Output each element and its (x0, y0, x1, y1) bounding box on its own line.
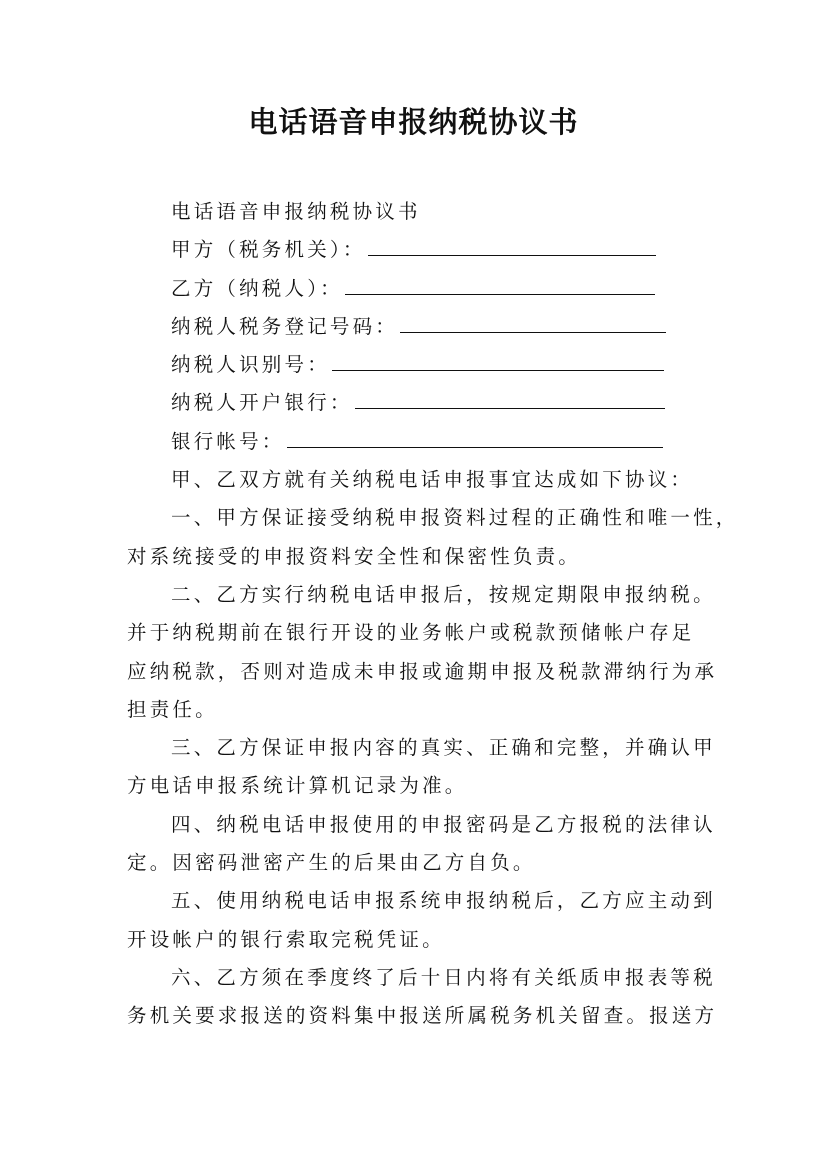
document-subtitle: 电话语音申报纳税协议书 (171, 200, 421, 223)
paragraph-line: 开设帐户的银行索取完税凭证。 (127, 927, 445, 951)
field-party-a (127, 231, 711, 269)
agreement-intro: 甲、乙双方就有关纳税电话申报事宜达成如下协议： (171, 468, 694, 492)
paragraph-line: 五、使用纳税电话申报系统申报纳税后，乙方应主动到 (171, 889, 716, 913)
paragraph-line: 并于纳税期前在银行开设的业务帐户或税款预储帐户存足 (127, 621, 695, 645)
paragraph-6 (127, 959, 718, 1036)
paragraph-line: 务机关要求报送的资料集中报送所属税务机关留查。报送方 (127, 1004, 718, 1028)
blank-line-account (287, 425, 663, 448)
paragraph-4 (127, 806, 716, 883)
paragraph-line: 担责任。 (127, 697, 218, 721)
paragraph-5 (127, 882, 716, 959)
blank-line-party-b (345, 272, 655, 295)
blank-line-bank (355, 386, 665, 409)
field-label-party-a: 甲方（税务机关）： (171, 238, 366, 262)
field-label-registration-no: 纳税人税务登记号码： (171, 314, 399, 338)
field-taxpayer-id (127, 346, 711, 384)
paragraph-line: 六、乙方须在季度终了后十日内将有关纸质申报表等税 (171, 965, 716, 989)
paragraph-line: 应纳税款，否则对造成未申报或逾期申报及税款滞纳行为承 (127, 659, 718, 683)
field-label-taxpayer-id: 纳税人识别号： (171, 353, 330, 377)
field-registration-no (127, 308, 711, 346)
field-label-account: 银行帐号： (171, 429, 285, 453)
blank-line-party-a (368, 233, 656, 256)
paragraph-1 (127, 499, 739, 576)
paragraph-line: 三、乙方保证申报内容的真实、正确和完整，并确认甲 (171, 736, 716, 760)
field-label-bank: 纳税人开户银行： (171, 391, 353, 415)
blank-line-registration-no (400, 310, 666, 333)
paragraph-line: 一、甲方保证接受纳税申报资料过程的正确性和唯一性， (171, 506, 739, 530)
field-account (127, 423, 711, 461)
paragraph-line: 四、纳税电话申报使用的申报密码是乙方报税的法律认 (171, 812, 716, 836)
blank-line-taxpayer-id (332, 348, 664, 371)
field-bank (127, 384, 711, 422)
paragraph-line: 二、乙方实行纳税电话申报后，按规定期限申报纳税。 (171, 582, 716, 606)
paragraph-line: 对系统接受的申报资料安全性和保密性负责。 (127, 544, 582, 568)
field-party-b (127, 270, 711, 308)
document-title: 电话语音申报纳税协议书 (248, 105, 579, 139)
paragraph-line: 定。因密码泄密产生的后果由乙方自负。 (127, 851, 536, 875)
paragraph-line: 方电话申报系统计算机记录为准。 (127, 774, 468, 798)
field-label-party-b: 乙方（纳税人）： (171, 276, 343, 300)
paragraph-2 (127, 576, 718, 729)
paragraph-3 (127, 729, 716, 806)
document-body (127, 193, 739, 1036)
